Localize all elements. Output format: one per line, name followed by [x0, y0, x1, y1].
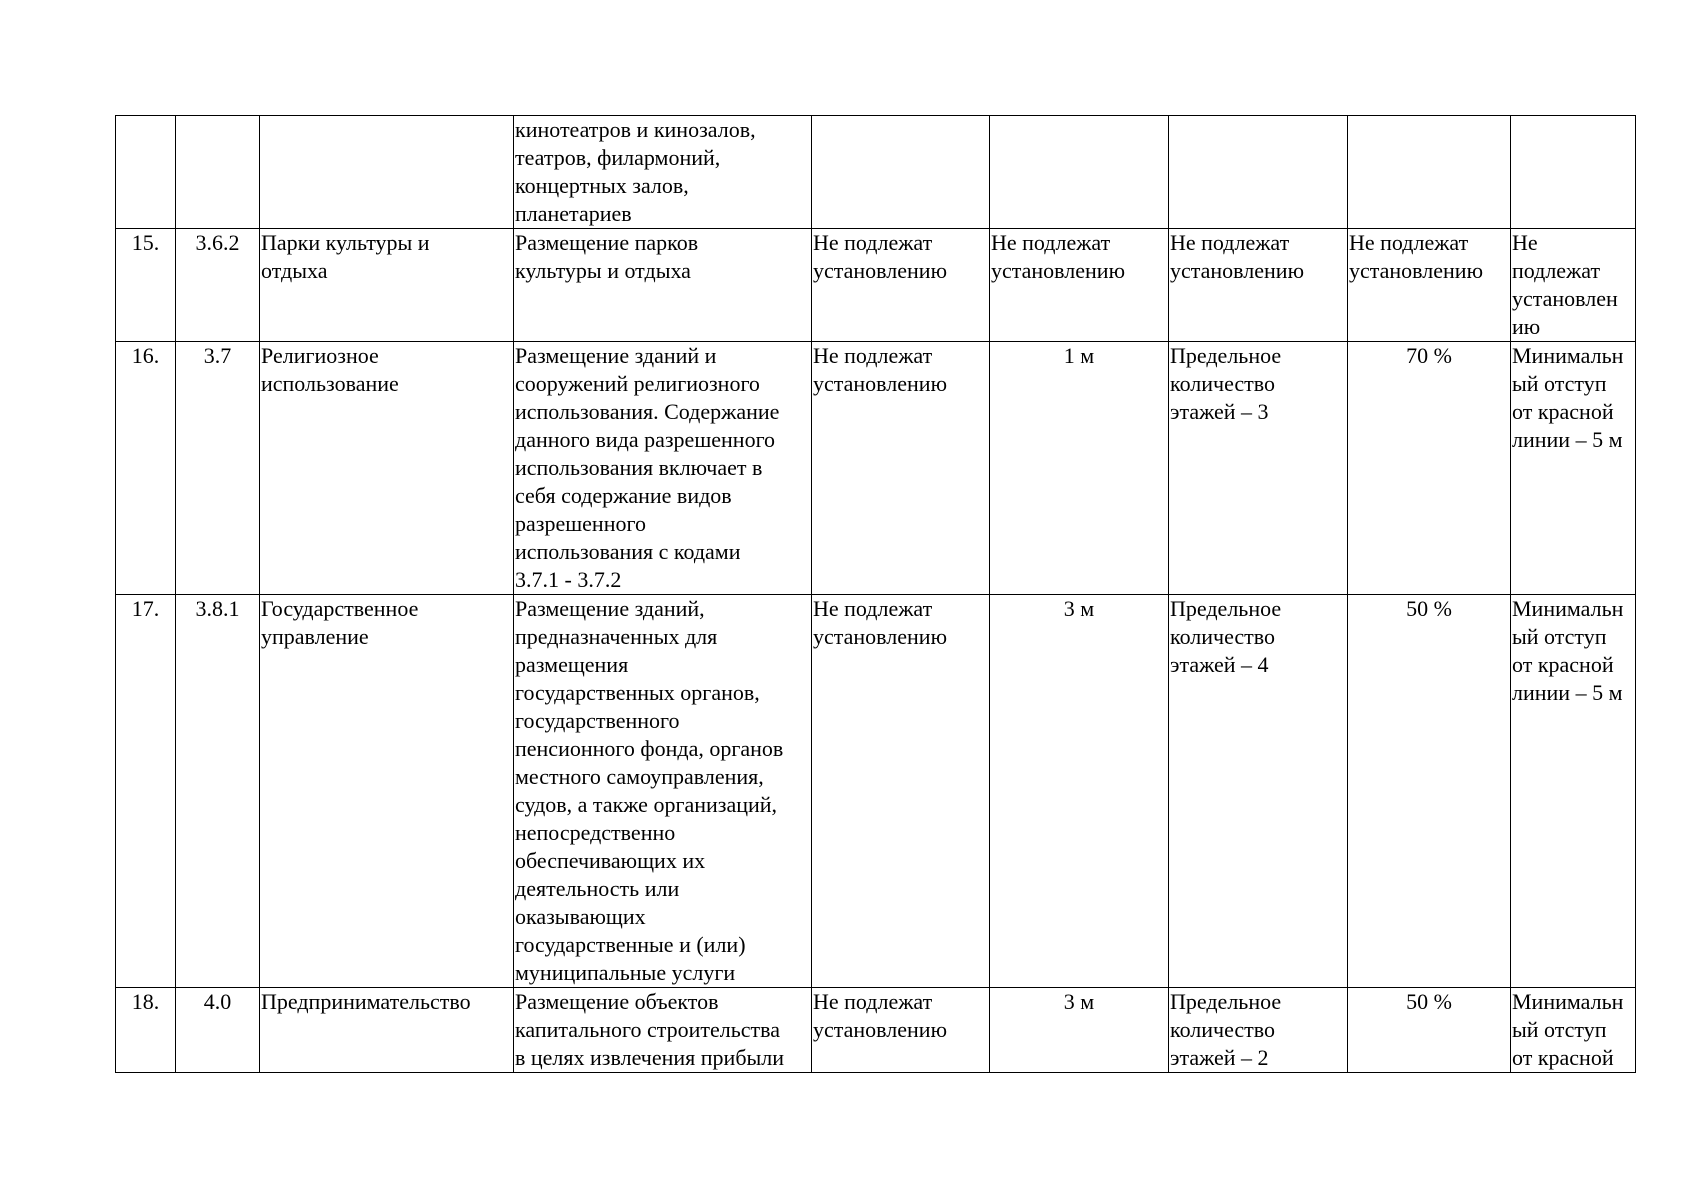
param-value: Не подлежат установлению — [813, 343, 948, 396]
param-cell — [990, 342, 1169, 595]
row-number-cell — [116, 229, 176, 342]
use-name: Государственное управление — [261, 596, 419, 649]
param-cell — [1348, 342, 1511, 595]
param-cell — [812, 229, 990, 342]
param-cell — [1511, 988, 1636, 1073]
row-number: 17. — [131, 596, 160, 621]
row-number-cell — [116, 116, 176, 229]
code-cell — [176, 595, 260, 988]
use-name: Парки культуры и отдыха — [261, 230, 430, 283]
use-description: Размещение зданий и сооружений религиозного использования. Содержание данного вида разрешенного использования включает в себя содержание видов разрешенного использования с кодами 3.7.1 - 3.7.2 — [515, 343, 780, 592]
row-number-cell — [116, 342, 176, 595]
row-number: 15. — [131, 230, 160, 255]
param-value: 3 м — [1063, 989, 1095, 1014]
param-cell — [1348, 595, 1511, 988]
row-number: 18. — [131, 989, 160, 1014]
param-cell — [990, 595, 1169, 988]
description-cell — [514, 988, 812, 1073]
param-value: 50 % — [1406, 989, 1452, 1014]
param-cell — [812, 342, 990, 595]
code-cell — [176, 229, 260, 342]
use-name-cell — [260, 342, 514, 595]
use-code: 3.8.1 — [195, 596, 240, 621]
param-cell — [1511, 116, 1636, 229]
use-name: Религиозное использование — [261, 343, 399, 396]
table-row — [116, 229, 1636, 342]
param-cell — [812, 988, 990, 1073]
param-value: Минимальн ый отступ от красной линии – 5 м — [1512, 343, 1624, 452]
param-value: Не подлежат установлению — [813, 989, 948, 1042]
row-number-cell — [116, 595, 176, 988]
use-description: Размещение парков культуры и отдыха — [515, 230, 699, 283]
table-row — [116, 116, 1636, 229]
use-name-cell — [260, 988, 514, 1073]
table-row — [116, 595, 1636, 988]
use-description: Размещение зданий, предназначенных для размещения государственных органов, государственного пенсионного фонда, органов местного самоуправления, судов, а также организаций, непосредственно обеспечивающих их деятельность или оказывающих государственные и (или) муниципальные услуги — [515, 596, 784, 985]
table-row — [116, 342, 1636, 595]
use-name-cell — [260, 595, 514, 988]
param-value: Не подлежат установлен ию — [1512, 230, 1618, 339]
description-cell — [514, 229, 812, 342]
param-cell — [1511, 229, 1636, 342]
param-value: Предельное количество этажей – 3 — [1170, 343, 1282, 424]
param-value: 50 % — [1406, 596, 1452, 621]
use-code: 3.7 — [203, 343, 232, 368]
param-cell — [1511, 342, 1636, 595]
code-cell — [176, 116, 260, 229]
regulations-table — [115, 115, 1636, 1073]
param-value: 1 м — [1063, 343, 1095, 368]
code-cell — [176, 988, 260, 1073]
table-row — [116, 988, 1636, 1073]
param-cell — [1169, 595, 1348, 988]
param-cell — [1169, 229, 1348, 342]
param-value: Не подлежат установлению — [991, 230, 1126, 283]
use-description: кинотеатров и кинозалов, театров, филармоний, концертных залов, планетариев — [515, 117, 756, 226]
param-cell — [990, 229, 1169, 342]
param-cell — [1348, 229, 1511, 342]
param-value: Не подлежат установлению — [1170, 230, 1305, 283]
param-value: 70 % — [1406, 343, 1452, 368]
use-description: Размещение объектов капитального строительства в целях извлечения прибыли — [515, 989, 785, 1070]
param-cell — [1511, 595, 1636, 988]
use-name: Предпринимательство — [261, 989, 471, 1014]
param-value: Минимальн ый отступ от красной линии – 5 м — [1512, 596, 1624, 705]
param-cell — [812, 595, 990, 988]
param-value: Не подлежат установлению — [813, 596, 948, 649]
row-number-cell — [116, 988, 176, 1073]
param-cell — [1348, 116, 1511, 229]
param-value: Минимальн ый отступ от красной — [1512, 989, 1624, 1070]
param-cell — [1348, 988, 1511, 1073]
code-cell — [176, 342, 260, 595]
param-value: Предельное количество этажей – 4 — [1170, 596, 1282, 677]
use-code: 3.6.2 — [195, 230, 240, 255]
param-cell — [990, 988, 1169, 1073]
use-code: 4.0 — [203, 989, 232, 1014]
use-name-cell — [260, 229, 514, 342]
param-value: Не подлежат установлению — [813, 230, 948, 283]
param-cell — [1169, 116, 1348, 229]
description-cell — [514, 595, 812, 988]
param-cell — [990, 116, 1169, 229]
param-cell — [1169, 988, 1348, 1073]
use-name-cell — [260, 116, 514, 229]
param-value: Предельное количество этажей – 2 — [1170, 989, 1282, 1070]
row-number: 16. — [131, 343, 160, 368]
param-cell — [812, 116, 990, 229]
description-cell — [514, 116, 812, 229]
param-value: Не подлежат установлению — [1349, 230, 1484, 283]
param-value: 3 м — [1063, 596, 1095, 621]
param-cell — [1169, 342, 1348, 595]
description-cell — [514, 342, 812, 595]
